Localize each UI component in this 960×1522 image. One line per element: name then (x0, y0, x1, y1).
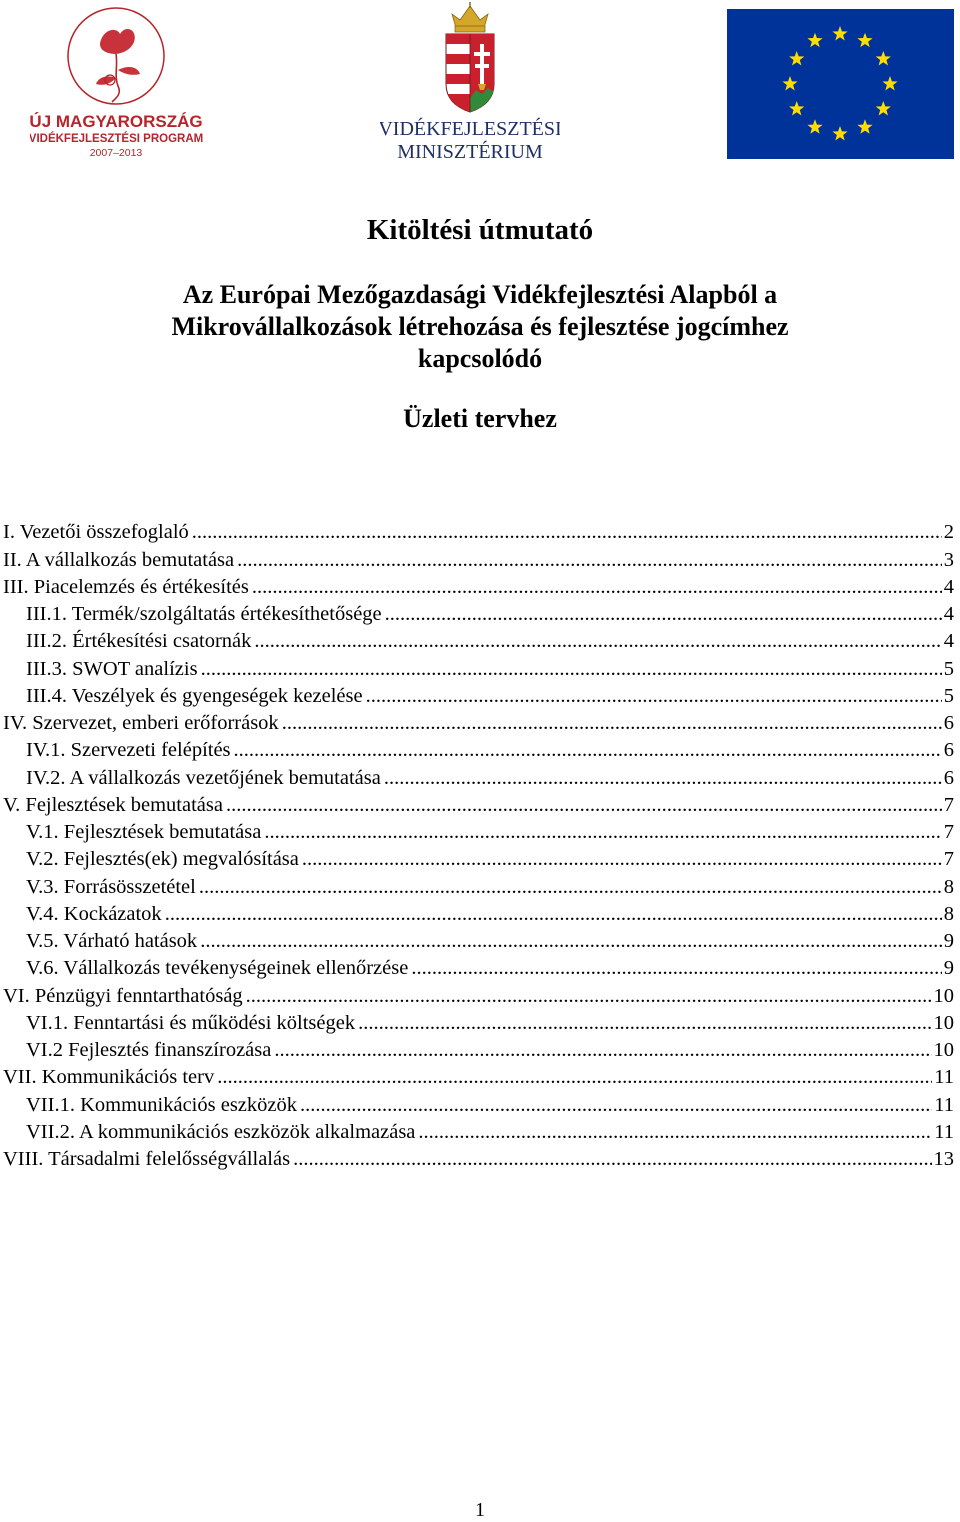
toc-leader-dots (201, 657, 942, 681)
eu-star-icon (789, 101, 804, 115)
toc-leader-dots (300, 1093, 932, 1117)
toc-leader-dots (293, 1147, 931, 1171)
section-title: Üzleti tervhez (403, 404, 557, 433)
toc-entry-page[interactable]: 9 (943, 957, 954, 980)
toc-entry[interactable] (0, 1117, 954, 1144)
toc-leader-dots (418, 1120, 932, 1144)
toc-entry-page[interactable]: 10 (933, 1011, 954, 1034)
subtitle-line-3: kapcsolódó (417, 344, 543, 373)
toc-entry[interactable] (0, 517, 954, 544)
toc-entry[interactable] (0, 926, 954, 953)
toc-entry-page[interactable]: 6 (943, 739, 954, 762)
toc-entry[interactable] (0, 844, 954, 871)
toc-entry-label[interactable]: III.2. Értékesítési csatornák (26, 630, 252, 653)
toc-leader-dots (384, 766, 942, 790)
toc-entry[interactable] (0, 626, 954, 653)
umvp-line1: ÚJ MAGYARORSZÁG (30, 112, 203, 131)
vm-line2: MINISZTÉRIUM (397, 141, 543, 163)
toc-entry-label[interactable]: IV.1. Szervezeti felépítés (26, 739, 231, 762)
toc-entry-label[interactable]: V.3. Forrásösszetétel (26, 875, 196, 898)
toc-entry[interactable] (0, 1008, 954, 1035)
subtitle-line-1: Az Európai Mezőgazdasági Vidékfejlesztési Alapból a (182, 280, 778, 309)
toc-entry-label[interactable]: VI.1. Fenntartási és működési költségek (26, 1011, 356, 1034)
toc-leader-dots (366, 684, 942, 708)
toc-entry[interactable] (0, 1144, 954, 1171)
toc-entry-page[interactable]: 8 (943, 902, 954, 925)
toc-leader-dots (274, 1038, 931, 1062)
eu-star-icon (782, 76, 797, 90)
toc-entry-label[interactable]: II. A vállalkozás bemutatása (3, 548, 235, 571)
toc-entry[interactable] (0, 1035, 954, 1062)
toc-entry[interactable] (0, 899, 954, 926)
toc-entry-page[interactable]: 7 (943, 848, 954, 871)
toc-entry[interactable] (0, 544, 954, 571)
umvp-line3: 2007–2013 (89, 147, 143, 159)
toc-entry-page[interactable]: 7 (943, 821, 954, 843)
toc-entry-label[interactable]: VII. Kommunikációs terv (3, 1066, 215, 1089)
toc-leader-dots (385, 602, 942, 626)
toc-entry-page[interactable]: 3 (943, 548, 954, 571)
eu-star-icon (807, 119, 822, 133)
toc-leader-dots (192, 520, 942, 544)
toc-entry[interactable] (0, 681, 954, 708)
toc-entry[interactable] (0, 871, 954, 898)
eu-star-icon (832, 126, 847, 140)
toc-entry-label[interactable]: III.3. SWOT analízis (26, 657, 198, 680)
toc-entry-page[interactable]: 13 (933, 1148, 954, 1170)
toc-entry-label[interactable]: IV. Szervezet, emberi erőforrások (3, 712, 279, 734)
toc-entry-page[interactable]: 5 (943, 657, 954, 680)
page-number: 1 (475, 1499, 485, 1521)
eu-star-icon (832, 26, 847, 40)
toc-entry-label[interactable]: VI. Pénzügyi fenntarthatóság (3, 984, 243, 1007)
toc-entry-page[interactable]: 11 (934, 1120, 954, 1143)
toc-entry[interactable] (0, 708, 954, 735)
toc-entry-page[interactable]: 9 (943, 930, 954, 952)
toc-entry-page[interactable]: 5 (943, 684, 954, 707)
toc-leader-dots (264, 820, 941, 844)
eu-star-icon (857, 33, 872, 47)
toc-entry[interactable] (0, 817, 954, 844)
eu-star-icon (876, 51, 891, 65)
toc-leader-dots (234, 738, 942, 762)
vm-line1: VIDÉKFEJLESZTÉSI (380, 118, 560, 140)
toc-entry-label[interactable]: VI.2 Fejlesztés finanszírozása (26, 1039, 272, 1061)
toc-entry-label[interactable]: I. Vezetői összefoglaló (3, 521, 189, 544)
eu-star-icon (882, 76, 897, 90)
toc-entry-label[interactable]: VIII. Társadalmi felelősségvállalás (3, 1148, 291, 1170)
toc-leader-dots (252, 575, 942, 599)
document-title: Kitöltési útmutató (366, 214, 594, 246)
toc-entry-label[interactable]: III.4. Veszélyek és gyengeségek kezelése (26, 684, 363, 707)
toc-entry-page[interactable]: 4 (943, 630, 954, 653)
eu-star-icon (807, 33, 822, 47)
toc-entry-label[interactable]: V.4. Kockázatok (26, 902, 162, 925)
subtitle-line-2: Mikrovállalkozások létrehozása és fejlesztése jogcímhez (171, 312, 789, 341)
toc-entry-page[interactable]: 6 (943, 712, 954, 734)
toc-leader-dots (237, 548, 942, 572)
umvp-line2: VIDÉKFEJLESZTÉSI PROGRAM (30, 133, 204, 145)
toc-entry-label[interactable]: V.5. Várható hatások (26, 930, 198, 952)
toc-entry-label[interactable]: V.2. Fejlesztés(ek) megvalósítása (26, 848, 299, 871)
toc-entry[interactable] (0, 762, 954, 789)
table-of-contents (0, 517, 954, 1171)
toc-entry-page[interactable]: 6 (943, 766, 954, 789)
toc-entry-label[interactable]: III. Piacelemzés és értékesítés (3, 575, 249, 598)
document-subtitle (0, 279, 960, 375)
hungarian-coat-of-arms-icon (380, 2, 560, 164)
toc-entry-page[interactable]: 10 (933, 1039, 954, 1061)
toc-entry-label[interactable]: VII.2. A kommunikációs eszközök alkalmazása (26, 1120, 416, 1143)
toc-leader-dots (282, 711, 942, 735)
videkfejlesztesi-miniszterium-logo (380, 2, 560, 164)
toc-entry-page[interactable]: 2 (943, 521, 954, 544)
toc-entry[interactable] (0, 735, 954, 762)
toc-leader-dots (226, 793, 942, 817)
toc-entry[interactable] (0, 980, 954, 1007)
toc-entry-label[interactable]: VII.1. Kommunikációs eszközök (26, 1093, 297, 1116)
toc-entry-page[interactable]: 4 (943, 575, 954, 598)
toc-entry[interactable] (0, 599, 954, 626)
toc-entry[interactable] (0, 1062, 954, 1089)
toc-leader-dots (199, 875, 942, 899)
toc-entry-page[interactable]: 11 (934, 1066, 954, 1089)
toc-entry-page[interactable]: 7 (943, 793, 954, 816)
toc-entry[interactable] (0, 572, 954, 599)
toc-entry-label[interactable]: IV.2. A vállalkozás vezetőjének bemutatása (26, 766, 381, 789)
eu-star-icon (876, 101, 891, 115)
toc-entry[interactable] (0, 790, 954, 817)
eu-stars-icon (727, 9, 954, 159)
toc-leader-dots (358, 1011, 931, 1035)
toc-entry-page[interactable]: 4 (943, 603, 954, 625)
toc-entry[interactable] (0, 1089, 954, 1116)
uj-magyarorszag-emblem-icon (30, 4, 206, 160)
toc-entry[interactable] (0, 953, 954, 980)
toc-entry-page[interactable]: 8 (943, 875, 954, 898)
toc-entry-label[interactable]: V.1. Fejlesztések bemutatása (26, 821, 262, 843)
toc-leader-dots (411, 956, 941, 980)
toc-entry-label[interactable]: V. Fejlesztések bemutatása (3, 793, 223, 816)
toc-leader-dots (254, 629, 941, 653)
toc-leader-dots (302, 847, 942, 871)
toc-leader-dots (217, 1065, 932, 1089)
eu-flag (727, 9, 954, 159)
toc-leader-dots (200, 929, 942, 953)
toc-leader-dots (246, 984, 932, 1008)
toc-entry-label[interactable]: V.6. Vállalkozás tevékenységeinek ellenőrzése (26, 957, 409, 980)
toc-entry-page[interactable]: 10 (933, 984, 954, 1007)
toc-entry-label[interactable]: III.1. Termék/szolgáltatás értékesíthetősége (26, 603, 382, 625)
eu-star-icon (857, 119, 872, 133)
toc-entry-page[interactable]: 11 (934, 1093, 954, 1116)
toc-entry[interactable] (0, 653, 954, 680)
uj-magyarorszag-logo (30, 4, 206, 160)
toc-leader-dots (165, 902, 942, 926)
eu-star-icon (789, 51, 804, 65)
